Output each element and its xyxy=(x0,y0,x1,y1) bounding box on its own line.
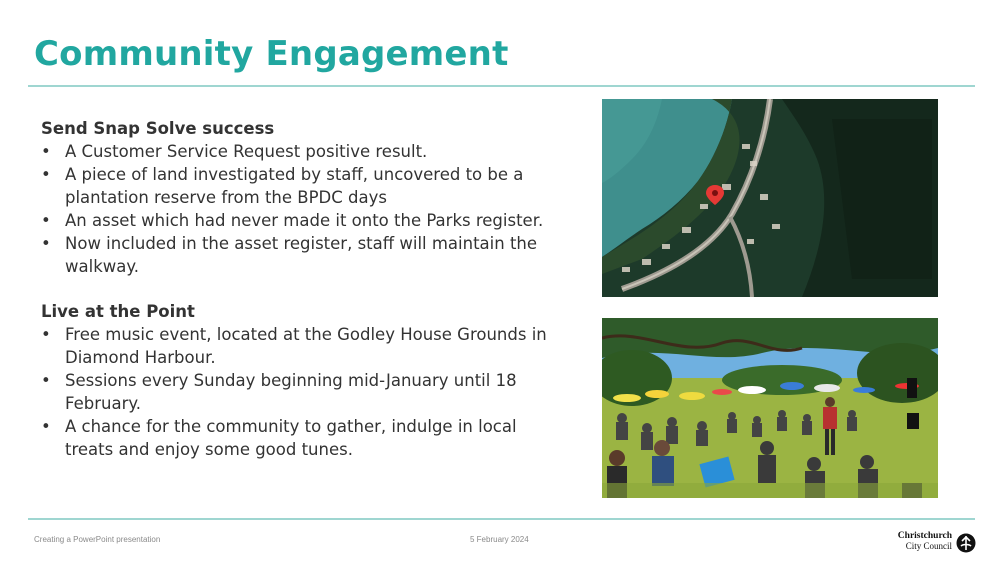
logo-line-1: Christchurch xyxy=(897,531,952,541)
bullet-text: A chance for the community to gather, indulge in local treats and enjoy some good tunes. xyxy=(65,417,517,459)
bullet-icon: • xyxy=(41,142,51,161)
list-item xyxy=(41,323,561,369)
council-logo xyxy=(894,531,976,555)
footer-divider xyxy=(28,518,975,520)
section-spacer xyxy=(41,278,561,300)
slide-body xyxy=(41,117,561,461)
bullet-text: A piece of land investigated by staff, uncovered to be a plantation reserve from the BPDC days xyxy=(65,165,524,207)
logo-line-2: City Council xyxy=(905,541,952,551)
aerial-map-photo xyxy=(602,99,938,297)
list-item xyxy=(41,163,561,209)
section-heading-live-at-point: Live at the Point xyxy=(41,302,195,321)
footer-date: 5 February 2024 xyxy=(470,535,529,544)
bullet-icon: • xyxy=(41,371,51,390)
list-item xyxy=(41,232,561,278)
bullet-icon: • xyxy=(41,417,51,436)
bullet-icon: • xyxy=(41,211,51,230)
bullet-icon: • xyxy=(41,325,51,344)
logo-wordmark xyxy=(894,531,952,551)
christchurch-logo-mark-icon xyxy=(956,533,976,553)
title-divider xyxy=(28,85,975,87)
bullet-text: An asset which had never made it onto the Parks register. xyxy=(65,211,544,230)
bullet-text: A Customer Service Request positive result. xyxy=(65,142,428,161)
event-crowd-image xyxy=(602,318,938,498)
bullet-text: Sessions every Sunday beginning mid-January until 18 February. xyxy=(65,371,517,413)
bullet-icon: • xyxy=(41,234,51,253)
bullet-text: Now included in the asset register, staff will maintain the walkway. xyxy=(65,234,538,276)
live-at-the-point-photo xyxy=(602,318,938,498)
footer-presentation-name: Creating a PowerPoint presentation xyxy=(34,535,161,544)
list-item xyxy=(41,415,561,461)
list-item xyxy=(41,369,561,415)
list-item xyxy=(41,209,561,232)
aerial-map-image xyxy=(602,99,938,297)
bullet-text: Free music event, located at the Godley House Grounds in Diamond Harbour. xyxy=(65,325,547,367)
section-heading-snap-solve: Send Snap Solve success xyxy=(41,119,275,138)
live-at-point-bullet-list xyxy=(41,323,561,461)
list-item xyxy=(41,140,561,163)
slide-title: Community Engagement xyxy=(34,34,509,74)
snap-solve-bullet-list xyxy=(41,140,561,278)
bullet-icon: • xyxy=(41,165,51,184)
